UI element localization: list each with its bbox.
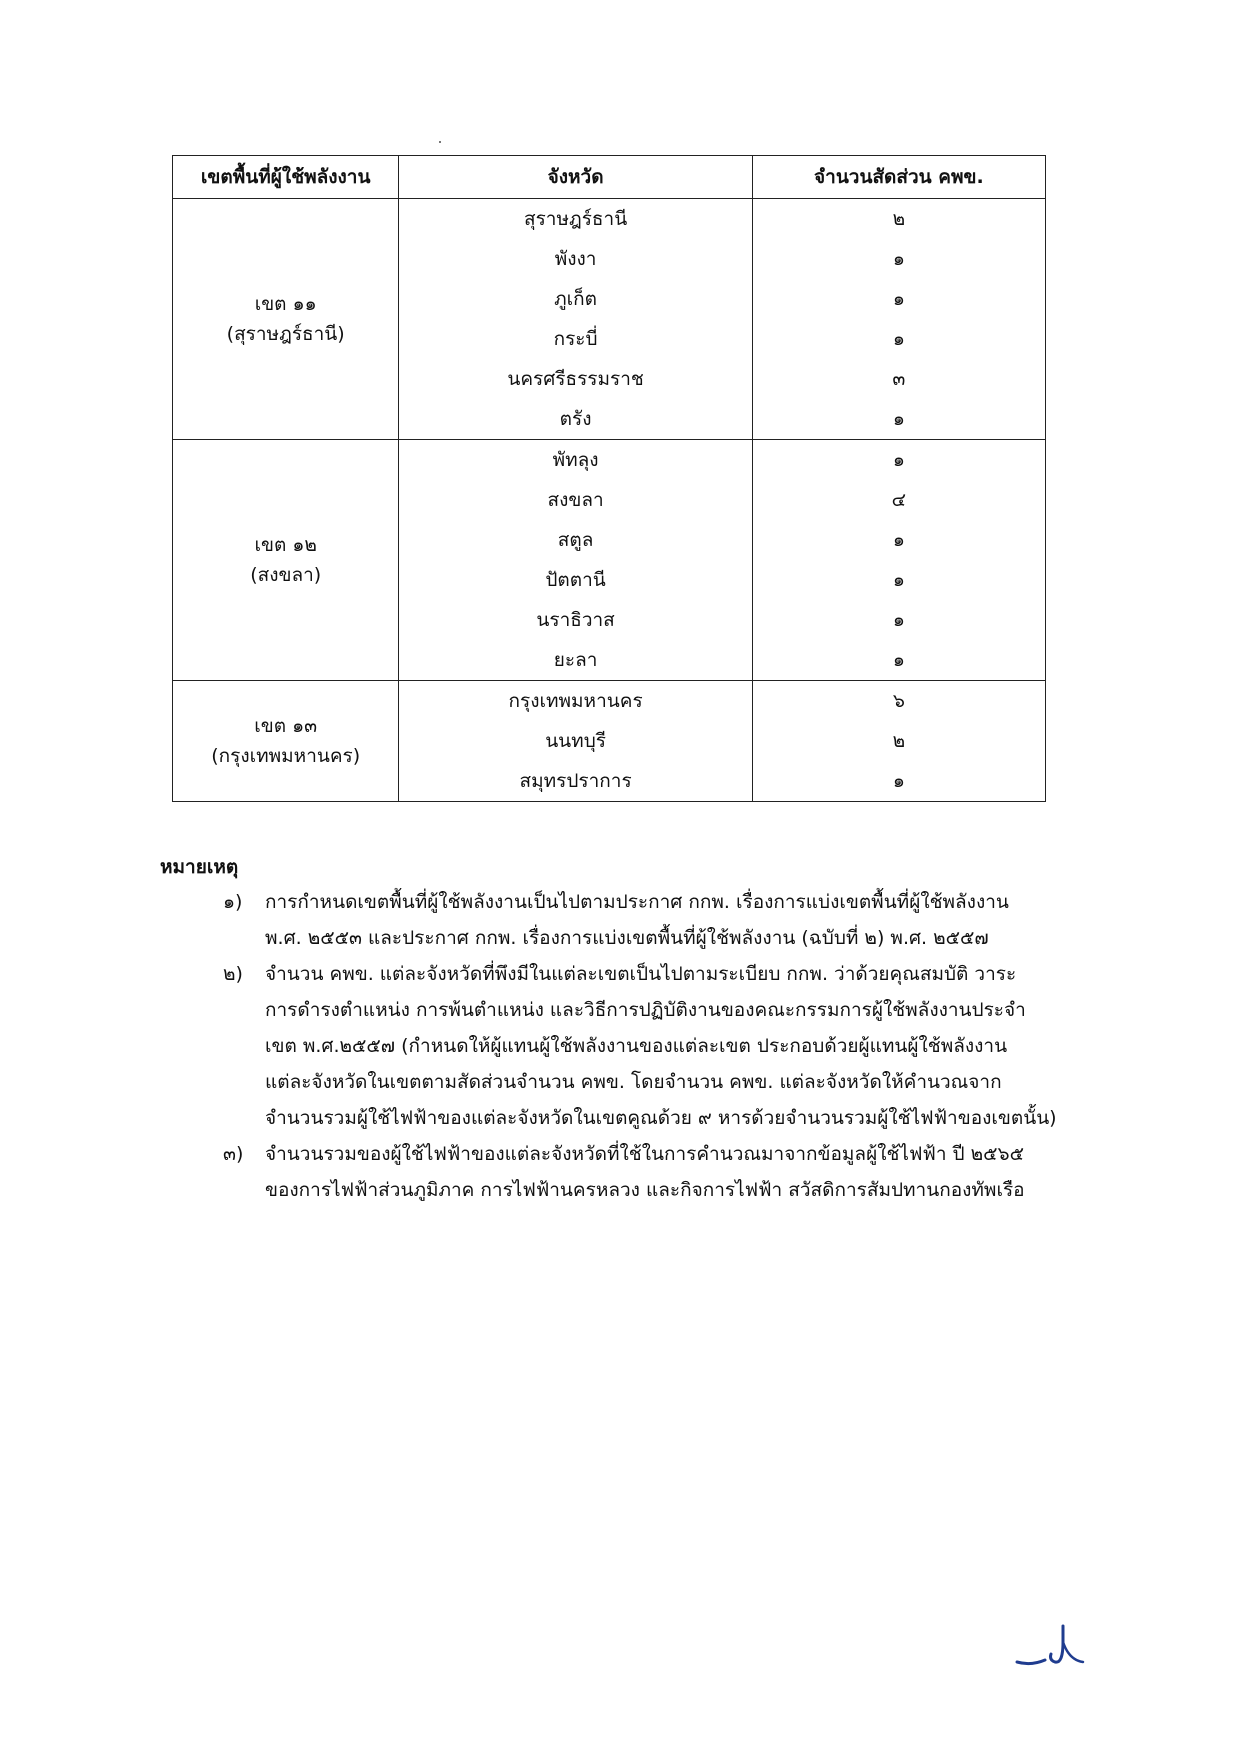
note-number: ๒): [223, 963, 243, 985]
signature-icon: [1013, 1612, 1093, 1672]
province-count: ๑: [892, 649, 905, 671]
note-item: [223, 884, 1120, 956]
province-count: ๑: [892, 248, 905, 270]
province-name: กระบี่: [553, 328, 598, 350]
notes-section: [160, 850, 1120, 1208]
province-count: ๑: [892, 569, 905, 591]
zone-name: เขต ๑๑: [254, 293, 317, 315]
zone-row: [173, 199, 1046, 440]
province-count: ๔: [891, 489, 907, 511]
province-name: สุราษฎร์ธานี: [523, 208, 628, 230]
table-header-row: [173, 156, 1046, 199]
province-count: ๑: [892, 609, 905, 631]
header-province: จังหวัด: [399, 156, 752, 199]
note-item: [223, 956, 1120, 1136]
province-name: นนทบุรี: [545, 730, 606, 752]
zone-cell: [173, 440, 399, 681]
note-line: ของการไฟฟ้าส่วนภูมิภาค การไฟฟ้านครหลวง และกิจการไฟฟ้า สวัสดิการสัมปทานกองทัพเรือ: [265, 1179, 1025, 1201]
province-name: นครศรีธรรมราช: [507, 368, 644, 390]
province-list: [399, 199, 752, 440]
province-count: ๒: [892, 730, 906, 752]
province-count: ๑: [892, 288, 905, 310]
province-name: ตรัง: [559, 408, 592, 430]
province-name: สมุทรปราการ: [519, 770, 632, 792]
province-name: นราธิวาส: [536, 609, 615, 631]
province-name: พัทลุง: [552, 449, 599, 471]
scan-speck: [439, 141, 441, 143]
zone-cell: [173, 681, 399, 802]
zone-table: [172, 155, 1046, 802]
note-number: ๓): [223, 1143, 244, 1165]
province-count: ๑: [892, 408, 905, 430]
province-name: กรุงเทพมหานคร: [508, 690, 643, 712]
count-list: [752, 681, 1045, 802]
province-count: ๒: [892, 208, 906, 230]
province-list: [399, 440, 752, 681]
province-name: ปัตตานี: [545, 569, 606, 591]
province-list: [399, 681, 752, 802]
note-line: เขต พ.ศ.๒๕๕๗ (กำหนดให้ผู้แทนผู้ใช้พลังงานของแต่ละเขต ประกอบด้วยผู้แทนผู้ใช้พลังงาน: [265, 1035, 1008, 1057]
header-count: จำนวนสัดส่วน คพข.: [752, 156, 1045, 199]
zone-cell: [173, 199, 399, 440]
province-count: ๖: [892, 690, 905, 712]
zone-sub: (กรุงเทพมหานคร): [211, 745, 361, 767]
header-zone: เขตพื้นที่ผู้ใช้พลังงาน: [173, 156, 399, 199]
note-line: จำนวนรวมของผู้ใช้ไฟฟ้าของแต่ละจังหวัดที่ใช้ในการคำนวณมาจากข้อมูลผู้ใช้ไฟฟ้า ปี ๒๕๖๕: [265, 1143, 1024, 1165]
note-line: การกำหนดเขตพื้นที่ผู้ใช้พลังงานเป็นไปตามประกาศ กกพ. เรื่องการแบ่งเขตพื้นที่ผู้ใช้พลังงาน: [265, 891, 1009, 913]
province-count: ๑: [892, 770, 905, 792]
province-name: ยะลา: [553, 649, 598, 671]
province-count: ๓: [892, 368, 906, 390]
province-name: สงขลา: [547, 489, 604, 511]
zone-row: [173, 681, 1046, 802]
province-count: ๑: [892, 529, 905, 551]
zone-name: เขต ๑๓: [254, 715, 318, 737]
zone-name: เขต ๑๒: [254, 534, 317, 556]
note-item: [223, 1136, 1120, 1208]
province-count: ๑: [892, 449, 905, 471]
province-name: พังงา: [554, 248, 597, 270]
notes-title: หมายเหตุ: [160, 856, 239, 878]
count-list: [752, 440, 1045, 681]
note-line: จำนวนรวมผู้ใช้ไฟฟ้าของแต่ละจังหวัดในเขตคูณด้วย ๙ หารด้วยจำนวนรวมผู้ใช้ไฟฟ้าของเขตนั้น): [265, 1107, 1057, 1129]
zone-row: [173, 440, 1046, 681]
province-name: ภูเก็ต: [554, 288, 598, 310]
note-line: จำนวน คพข. แต่ละจังหวัดที่พึงมีในแต่ละเขตเป็นไปตามระเบียบ กกพ. ว่าด้วยคุณสมบัติ วาระ: [265, 963, 1017, 985]
zone-sub: (สงขลา): [250, 564, 322, 586]
count-list: [752, 199, 1045, 440]
note-number: ๑): [223, 891, 243, 913]
note-line: การดำรงตำแหน่ง การพ้นตำแหน่ง และวิธีการปฏิบัติงานของคณะกรรมการผู้ใช้พลังงานประจำ: [265, 999, 1026, 1021]
province-count: ๑: [892, 328, 905, 350]
province-name: สตูล: [557, 529, 594, 551]
zone-sub: (สุราษฎร์ธานี): [226, 323, 345, 345]
note-line: แต่ละจังหวัดในเขตตามสัดส่วนจำนวน คพข. โดยจำนวน คพข. แต่ละจังหวัดให้คำนวณจาก: [265, 1071, 1002, 1093]
note-line: พ.ศ. ๒๕๕๓ และประกาศ กกพ. เรื่องการแบ่งเขตพื้นที่ผู้ใช้พลังงาน (ฉบับที่ ๒) พ.ศ. ๒๕๕๗: [265, 927, 989, 949]
